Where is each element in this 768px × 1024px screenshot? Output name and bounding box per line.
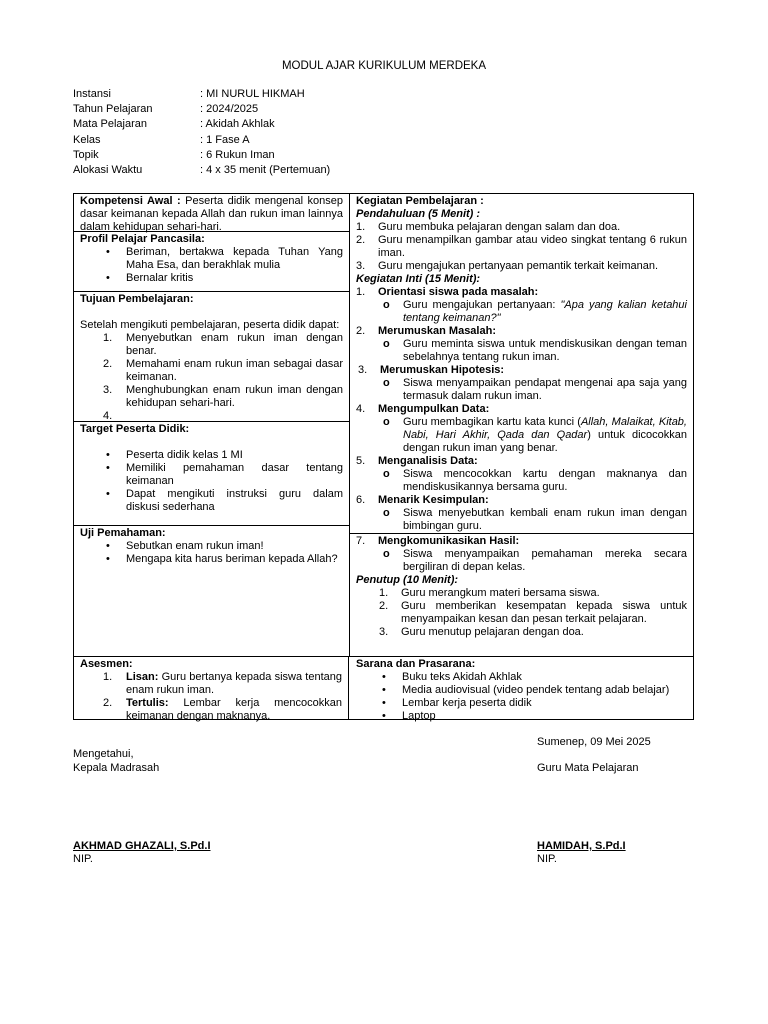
list-item: • Bernalar kritis: [80, 272, 343, 285]
step-item: 7. Mengkomunikasikan Hasil:: [356, 535, 520, 547]
document-title: MODUL AJAR KURIKULUM MERDEKA: [281, 60, 487, 72]
list-item: • Laptop: [356, 710, 687, 723]
pendahuluan-label: Pendahuluan (5 Menit) :: [356, 208, 481, 220]
tujuan-cell: [74, 292, 349, 422]
asesmen-cell: [74, 657, 349, 720]
info-row: [73, 134, 330, 149]
target-cell: [74, 422, 349, 526]
tujuan-label: Tujuan Pembelajaran:: [80, 293, 194, 305]
headmaster-name: AKHMAD GHAZALI, S.Pd.I: [73, 840, 211, 852]
list-item: • Mengapa kita harus beriman kepada Allah?: [80, 553, 343, 566]
left-column: [74, 194, 350, 656]
step-detail: o Siswa menyampaikan pemahaman mereka secara bergiliran di depan kelas.: [356, 548, 687, 574]
kompetensi-cell: [74, 194, 349, 232]
info-row: [73, 88, 330, 103]
list-item: • Buku teks Akidah Akhlak: [356, 671, 687, 684]
kegiatan-section: [350, 194, 693, 639]
list-item: 1. Lisan: Guru bertanya kepada siswa tentang enam rukun iman.: [103, 671, 342, 696]
sign-right-line: Guru Mata Pelajaran: [537, 762, 639, 774]
uji-cell: [74, 526, 349, 656]
list-item: 3. Guru mengajukan pertanyaan pemantik terkait keimanan.: [356, 260, 659, 272]
list-item: 1. Guru merangkum materi bersama siswa.: [379, 587, 600, 599]
place-date: Sumenep, 09 Mei 2025: [537, 736, 651, 748]
info-label: Kelas: [73, 133, 101, 146]
info-label: Mata Pelajaran: [73, 118, 147, 131]
list-item: 4.: [103, 410, 113, 422]
info-row: [73, 118, 330, 133]
list-item: 2. Tertulis: Lembar kerja mencocokkan keimanan dengan maknanya.: [103, 697, 342, 722]
step-item: 5. Menganalisis Data:: [356, 455, 478, 467]
kegiatan-label: Kegiatan Pembelajaran :: [356, 195, 484, 207]
info-value: : Akidah Akhlak: [200, 118, 275, 131]
step-detail: o Siswa menyampaikan pendapat mengenai apa saja yang termasuk dalam rukun iman.: [356, 377, 687, 403]
step-item: 1. Orientasi siswa pada masalah:: [356, 286, 539, 298]
list-item: • Memiliki pemahaman dasar tentang keimanan: [80, 462, 343, 488]
right-column: [350, 194, 693, 656]
list-item: 1. Guru membuka pelajaran dengan salam dan doa.: [356, 221, 621, 233]
step-detail: o Guru meminta siswa untuk mendiskusikan dengan teman sebelahnya tentang rukun iman.: [356, 338, 687, 364]
info-block: [73, 88, 330, 179]
list-item: 2. Memahami enam rukun iman sebagai dasar keimanan.: [103, 358, 343, 383]
step-item: 3. Merumuskan Hipotesis:: [358, 364, 505, 376]
lesson-table: [73, 193, 694, 720]
step-detail: o Siswa mencocokkan kartu dengan maknanya dan mendiskusikannya bersama guru.: [356, 468, 687, 494]
info-row: [73, 103, 330, 118]
step-detail: o Guru mengajukan pertanyaan: "Apa yang kalian ketahui tentang keimanan?": [356, 299, 687, 325]
profil-label: Profil Pelajar Pancasila:: [80, 233, 205, 245]
info-label: Topik: [73, 148, 99, 161]
teacher-name: HAMIDAH, S.Pd.I: [537, 840, 626, 852]
kompetensi-text: Peserta didik mengenal konsep dasar keimanan kepada Allah dan rukun iman lainnya dalam kehidupan sehari-hari.: [80, 195, 343, 233]
sarana-cell: [350, 657, 693, 720]
info-value: : 1 Fase A: [200, 133, 250, 146]
bottom-row: [74, 656, 693, 720]
info-label: Instansi: [73, 88, 111, 100]
list-item: • Peserta didik kelas 1 MI: [80, 449, 343, 462]
list-item: 2. Guru memberikan kesempatan kepada siswa untuk menyampaikan kesan dan pesan terkait pelajaran.: [379, 600, 687, 625]
asesmen-label: Asesmen:: [80, 658, 133, 670]
info-row: [73, 164, 330, 179]
headmaster-nip: NIP.: [73, 853, 93, 865]
sign-left-line1: Mengetahui,: [73, 748, 134, 760]
sign-left-line2: Kepala Madrasah: [73, 762, 160, 774]
list-item: 1. Menyebutkan enam rukun iman dengan benar.: [103, 332, 343, 357]
list-item: 3. Menghubungkan enam rukun iman dengan kehidupan sehari-hari.: [103, 384, 343, 409]
teacher-nip: NIP.: [537, 853, 557, 865]
list-item: • Media audiovisual (video pendek tentang adab belajar): [356, 684, 687, 697]
info-value: : 2024/2025: [200, 103, 259, 116]
uji-label: Uji Pemahaman:: [80, 527, 166, 539]
tujuan-intro: Setelah mengikuti pembelajaran, peserta didik dapat:: [80, 319, 340, 331]
step-item: 2. Merumuskan Masalah:: [356, 325, 496, 337]
info-value: : 4 x 35 menit (Pertemuan): [200, 163, 331, 176]
inti-label: Kegiatan Inti (15 Menit):: [356, 273, 481, 285]
list-item: 3. Guru menutup pelajaran dengan doa.: [379, 626, 584, 638]
list-item: • Beriman, bertakwa kepada Tuhan Yang Maha Esa, dan berakhlak mulia: [80, 246, 343, 272]
step-item: 6. Menarik Kesimpulan:: [356, 494, 489, 506]
step-item: 4. Mengumpulkan Data:: [356, 403, 490, 415]
step-detail: o Guru membagikan kartu kata kunci (Allah, Malaikat, Kitab, Nabi, Hari Akhir, Qada dan Qadar) untuk dicocokkan dengan rukun iman yang benar.: [356, 416, 687, 455]
profil-cell: [74, 232, 349, 292]
kompetensi-label: Kompetensi Awal :: [80, 195, 181, 207]
target-label: Target Peserta Didik:: [80, 423, 190, 435]
list-item: • Sebutkan enam rukun iman!: [80, 540, 343, 553]
list-item: 2. Guru menampilkan gambar atau video singkat tentang 6 rukun iman.: [356, 234, 687, 259]
list-item: • Dapat mengikuti instruksi guru dalam diskusi sederhana: [80, 488, 343, 514]
info-label: Tahun Pelajaran: [73, 103, 153, 116]
info-row: [73, 149, 330, 164]
info-label: Alokasi Waktu: [73, 163, 143, 176]
info-value: : 6 Rukun Iman: [200, 148, 275, 161]
step-detail: o Siswa menyebutkan kembali enam rukun iman dengan bimbingan guru.: [356, 507, 687, 533]
list-item: • Lembar kerja peserta didik: [356, 697, 687, 710]
sarana-label: Sarana dan Prasarana:: [356, 658, 476, 670]
penutup-label: Penutup (10 Menit):: [356, 574, 459, 586]
info-value: : MI NURUL HIKMAH: [200, 88, 305, 100]
